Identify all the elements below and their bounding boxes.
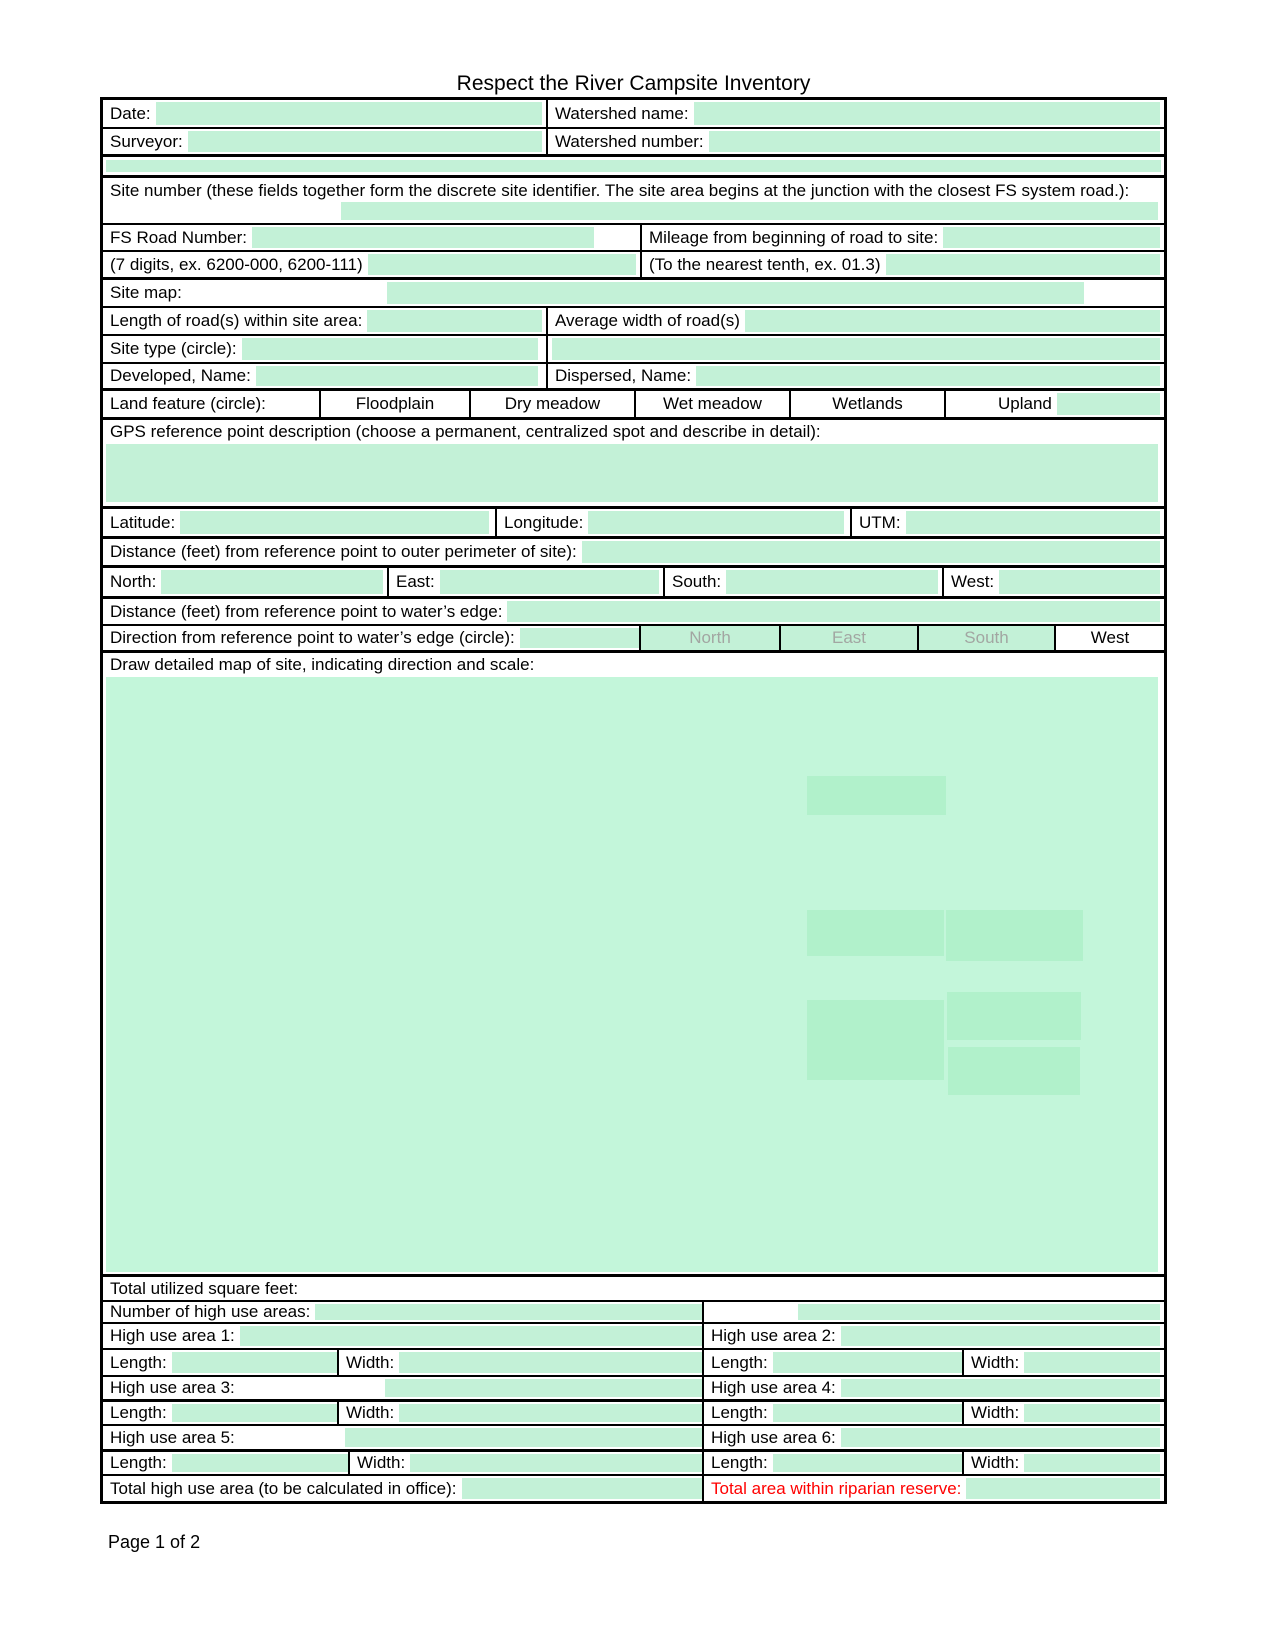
length-4-field[interactable] <box>773 1404 962 1422</box>
water-distance-field[interactable] <box>507 601 1160 622</box>
surveyor-label: Surveyor: <box>110 131 183 151</box>
east-distance-label: East: <box>396 572 435 591</box>
longitude-label: Longitude: <box>504 512 584 532</box>
utm-label: UTM: <box>859 512 901 532</box>
west-distance-field[interactable] <box>999 570 1160 594</box>
length-2-field[interactable] <box>773 1352 962 1373</box>
south-distance-label: South: <box>672 572 722 591</box>
dispersed-name-field[interactable] <box>696 366 1160 386</box>
width-6-field[interactable] <box>1024 1454 1160 1472</box>
high-use-area-5-label: High use area 5: <box>110 1427 235 1447</box>
site-number-label: Site number (these fields together form the discrete site identifier. The site area begins at the junction with the closest FS system road.): <box>110 181 1130 200</box>
length-5-field[interactable] <box>172 1454 348 1472</box>
row-developed-dispersed <box>103 364 1164 391</box>
developed-name-field[interactable] <box>256 366 538 386</box>
length-label: Length: <box>711 1352 768 1372</box>
south-distance-field[interactable] <box>726 570 938 594</box>
map-annotation-rect <box>948 1047 1080 1095</box>
high-use-area-1-field[interactable] <box>240 1326 702 1346</box>
row-blank-green <box>103 157 1164 178</box>
site-number-field[interactable] <box>341 202 1158 220</box>
high-use-area-2-label: High use area 2: <box>711 1326 836 1345</box>
map-drawing-area[interactable] <box>106 677 1158 1272</box>
row-high-use-1-2 <box>103 1324 1164 1350</box>
row-perimeter-distance <box>103 539 1164 568</box>
map-annotation-rect <box>807 1000 944 1080</box>
west-distance-label: West: <box>951 572 995 591</box>
mileage-hint-field[interactable] <box>886 254 1160 275</box>
utm-field[interactable] <box>906 511 1160 534</box>
water-direction-label: Direction from reference point to water’s edge (circle): <box>110 628 515 647</box>
watershed-name-label: Watershed name: <box>555 103 689 123</box>
row-high-use-3-4 <box>103 1377 1164 1402</box>
map-canvas-wrap <box>103 677 1164 1274</box>
row-water-direction <box>103 626 1164 653</box>
mileage-label: Mileage from beginning of road to site: <box>649 227 939 247</box>
row-lw-1 <box>103 1350 1164 1377</box>
direction-option-west[interactable]: West <box>1054 626 1164 650</box>
date-label: Date: <box>110 103 151 123</box>
row-land-feature <box>103 391 1164 420</box>
surveyor-field[interactable] <box>188 131 542 152</box>
high-use-area-3-field[interactable] <box>385 1379 702 1397</box>
row-lw-3 <box>103 1452 1164 1476</box>
direction-option-east[interactable]: East <box>779 626 917 650</box>
row-totals <box>103 1476 1164 1501</box>
gps-description-label: GPS reference point description (choose a permanent, centralized spot and describe in detail): <box>110 422 821 441</box>
road-length-label: Length of road(s) within site area: <box>110 311 363 330</box>
road-length-field[interactable] <box>367 310 542 332</box>
longitude-field[interactable] <box>588 511 844 534</box>
riparian-reserve-field[interactable] <box>966 1478 1160 1499</box>
total-high-use-field[interactable] <box>462 1478 702 1499</box>
site-type-label: Site type (circle): <box>110 339 237 358</box>
width-label: Width: <box>971 1453 1020 1472</box>
high-use-area-1-label: High use area 1: <box>110 1326 235 1345</box>
high-use-area-6-label: High use area 6: <box>711 1427 836 1447</box>
land-feature-option-floodplain[interactable]: Floodplain <box>319 391 469 417</box>
perimeter-distance-field[interactable] <box>582 541 1160 563</box>
fs-road-hint-field[interactable] <box>368 254 636 275</box>
row-site-number <box>103 178 1164 225</box>
water-distance-label: Distance (feet) from reference point to water’s edge: <box>110 601 503 621</box>
row-date-watershed <box>103 100 1164 129</box>
width-3-field[interactable] <box>399 1404 702 1422</box>
date-field[interactable] <box>156 102 542 125</box>
high-use-area-2-field[interactable] <box>841 1326 1160 1346</box>
width-5-field[interactable] <box>410 1454 702 1472</box>
row-site-map <box>103 280 1164 308</box>
latitude-label: Latitude: <box>110 512 176 532</box>
map-annotation-rect <box>947 992 1081 1040</box>
length-label: Length: <box>110 1453 167 1472</box>
blank-green-field[interactable] <box>106 160 1161 172</box>
high-use-area-4-field[interactable] <box>841 1379 1160 1397</box>
watershed-number-field[interactable] <box>709 131 1160 152</box>
total-sqft-label: Total utilized square feet: <box>110 1278 299 1298</box>
num-high-use-label: Number of high use areas: <box>110 1302 311 1321</box>
page-title: Respect the River Campsite Inventory <box>456 72 811 95</box>
mileage-field[interactable] <box>943 227 1160 248</box>
row-gps-description <box>103 420 1164 509</box>
row-nesw-distances <box>103 568 1164 599</box>
width-label: Width: <box>346 1352 395 1372</box>
north-distance-field[interactable] <box>161 570 383 594</box>
num-high-use-field[interactable] <box>315 1304 702 1320</box>
road-width-field[interactable] <box>745 310 1160 332</box>
high-use-area-5-field[interactable] <box>345 1428 702 1447</box>
mileage-hint: (To the nearest tenth, ex. 01.3) <box>649 254 881 274</box>
map-annotation-rect <box>807 776 946 815</box>
width-4-field[interactable] <box>1024 1404 1160 1422</box>
dispersed-name-label: Dispersed, Name: <box>555 366 692 385</box>
north-distance-label: North: <box>110 572 157 591</box>
map-annotation-rect <box>946 910 1083 961</box>
row-road-dimensions <box>103 308 1164 336</box>
fs-road-number-field[interactable] <box>252 227 594 248</box>
fs-road-hint: (7 digits, ex. 6200-000, 6200-111) <box>110 254 363 274</box>
width-label: Width: <box>346 1403 395 1422</box>
land-feature-option-wetlands[interactable]: Wetlands <box>789 391 944 417</box>
site-type-field[interactable] <box>242 338 538 360</box>
length-3-field[interactable] <box>172 1404 337 1422</box>
land-feature-label: Land feature (circle): <box>110 394 266 413</box>
row-lw-2 <box>103 1402 1164 1426</box>
row-num-high-use <box>103 1302 1164 1324</box>
map-annotation-rect <box>807 910 944 956</box>
row-water-distance <box>103 599 1164 626</box>
length-label: Length: <box>110 1352 167 1372</box>
direction-option-south[interactable]: South <box>917 626 1054 650</box>
row-hints <box>103 252 1164 280</box>
row-high-use-5-6 <box>103 1426 1164 1452</box>
high-use-area-4-label: High use area 4: <box>711 1378 836 1397</box>
east-distance-field[interactable] <box>440 570 659 594</box>
length-6-field[interactable] <box>773 1454 962 1472</box>
site-map-label: Site map: <box>110 283 182 302</box>
width-2-field[interactable] <box>1024 1352 1160 1373</box>
width-label: Width: <box>357 1453 406 1472</box>
watershed-name-field[interactable] <box>694 102 1160 125</box>
road-width-label: Average width of road(s) <box>555 311 740 330</box>
high-use-area-6-field[interactable] <box>841 1428 1160 1447</box>
width-1-field[interactable] <box>399 1352 702 1373</box>
latitude-field[interactable] <box>180 511 489 534</box>
direction-option-north[interactable]: North <box>639 626 779 650</box>
high-use-area-3-label: High use area 3: <box>110 1378 235 1397</box>
riparian-reserve-label: Total area within riparian reserve: <box>711 1478 962 1498</box>
length-label: Length: <box>711 1403 768 1422</box>
num-high-use-field-2[interactable] <box>798 1304 1160 1320</box>
row-fs-road-mileage <box>103 225 1164 252</box>
campsite-inventory-form <box>100 97 1167 1504</box>
row-site-type <box>103 336 1164 364</box>
watershed-number-label: Watershed number: <box>555 131 704 151</box>
row-total-sqft <box>103 1277 1164 1302</box>
site-type-field-2[interactable] <box>552 338 1160 360</box>
length-label: Length: <box>711 1453 768 1472</box>
site-map-field[interactable] <box>387 282 1084 304</box>
land-feature-option-wet-meadow[interactable]: Wet meadow <box>634 391 789 417</box>
developed-name-label: Developed, Name: <box>110 366 251 385</box>
total-high-use-label: Total high use area (to be calculated in office): <box>110 1478 457 1498</box>
row-draw-map <box>103 653 1164 1277</box>
perimeter-distance-label: Distance (feet) from reference point to outer perimeter of site): <box>110 542 577 561</box>
length-1-field[interactable] <box>172 1352 337 1373</box>
fs-road-number-label: FS Road Number: <box>110 227 247 247</box>
land-feature-option-dry-meadow[interactable]: Dry meadow <box>469 391 634 417</box>
width-label: Width: <box>971 1352 1020 1372</box>
draw-map-label: Draw detailed map of site, indicating direction and scale: <box>110 655 535 674</box>
length-label: Length: <box>110 1403 167 1422</box>
land-feature-upland-field[interactable] <box>1057 393 1160 415</box>
row-surveyor-watershed-number <box>103 129 1164 157</box>
gps-description-field[interactable] <box>106 444 1158 502</box>
water-direction-field[interactable] <box>520 628 639 648</box>
row-lat-long-utm <box>103 509 1164 539</box>
page-number: Page 1 of 2 <box>108 1532 201 1552</box>
width-label: Width: <box>971 1403 1020 1422</box>
land-feature-option-upland[interactable]: Upland <box>998 394 1052 413</box>
